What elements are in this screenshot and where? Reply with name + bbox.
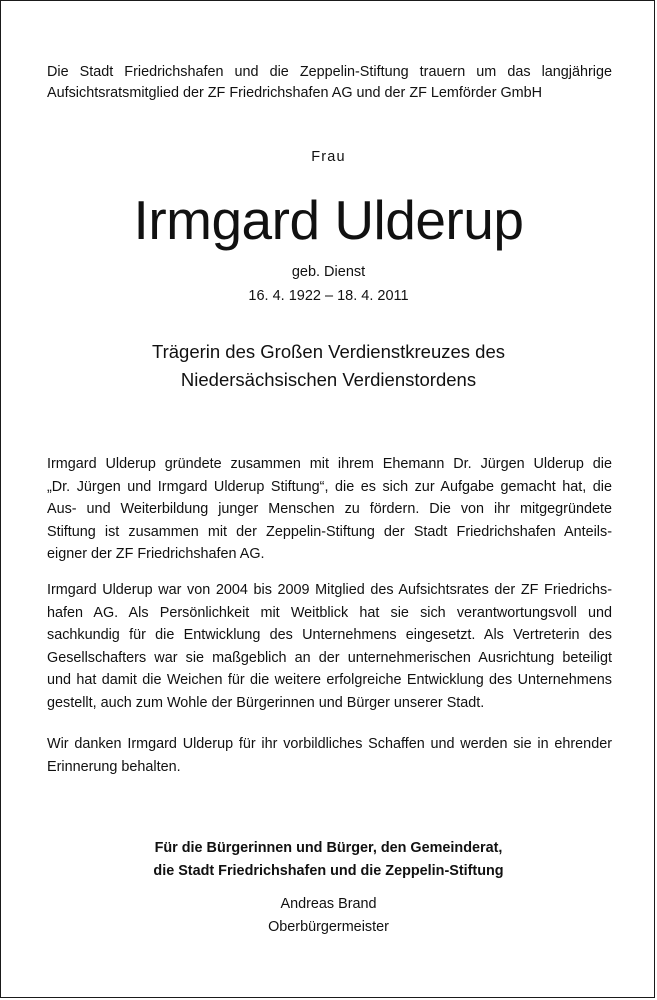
intro-line: Die Stadt Friedrichshafen und die Zeppelin-Stiftung trauern um das langjährige	[47, 64, 612, 80]
paragraph-line: hafen AG. Als Persönlichkeit mit Weitblick hat sie sich verantwortungsvoll und	[47, 604, 612, 621]
maiden-name: geb. Dienst	[291, 264, 366, 280]
paragraph-line: Aus- und Weiterbildung junger Menschen zu fördern. Die von ihr mitgegründete	[47, 501, 612, 517]
paragraph-line: Wir danken Irmgard Ulderup für ihr vorbildliches Schaffen und werden sie in ehrender	[47, 736, 612, 752]
honor-line: Trägerin des Großen Verdienstkreuzes des	[151, 341, 506, 362]
life-dates: 16. 4. 1922 – 18. 4. 2011	[248, 288, 409, 304]
paragraph-line: „Dr. Jürgen und Irmgard Ulderup Stiftung“, die es sich zur Aufgabe gemacht hat, die	[47, 478, 612, 495]
paragraph-line: Erinnerung behalten.	[47, 758, 181, 775]
paragraph-line: Stiftung ist zusammen mit der Zeppelin-Stiftung der Stadt Friedrichshafen Anteils-	[47, 523, 612, 540]
paragraph-line: und hat damit die Weichen für die weitere erfolgreiche Entwicklung des Unternehmens	[47, 672, 612, 688]
intro-text	[47, 62, 612, 104]
honor-line: Niedersächsischen Verdienstordens	[180, 369, 477, 390]
paragraph-line: eigner der ZF Friedrichshafen AG.	[47, 546, 265, 562]
paragraph-line: Irmgard Ulderup war von 2004 bis 2009 Mitglied des Aufsichtsrates der ZF Friedrichs-	[47, 582, 612, 598]
salutation: Frau	[311, 149, 346, 165]
honor-text	[1, 338, 656, 394]
paragraph-line: Gesellschafters war sie maßgeblich an der unternehmerischen Ausrichtung beteiligt	[47, 649, 612, 666]
deceased-name: Irmgard Ulderup	[133, 189, 524, 251]
intro-line: Aufsichtsratsmitglied der ZF Friedrichshafen AG und der ZF Lemförder GmbH	[47, 85, 543, 101]
paragraph-foundation	[47, 453, 612, 566]
closing-line: die Stadt Friedrichshafen und die Zeppelin-Stiftung	[153, 862, 504, 879]
signer	[1, 893, 656, 938]
paragraph-line: gestellt, auch zum Wohle der Bürgerinnen und Bürger unserer Stadt.	[47, 694, 485, 711]
paragraph-line: Irmgard Ulderup gründete zusammen mit ihrem Ehemann Dr. Jürgen Ulderup die	[47, 456, 612, 472]
paragraph-line: sachkundig für die Entwicklung des Unternehmens eingesetzt. Als Vertreterin des	[47, 627, 612, 643]
paragraph-supervisory-board	[47, 579, 612, 714]
signer-name: Andreas Brand	[280, 896, 377, 912]
closing-line: Für die Bürgerinnen und Bürger, den Gemeinderat,	[154, 840, 503, 856]
closing-text	[1, 837, 656, 882]
paragraph-gratitude	[47, 733, 612, 778]
signer-title: Oberbürgermeister	[268, 918, 389, 935]
